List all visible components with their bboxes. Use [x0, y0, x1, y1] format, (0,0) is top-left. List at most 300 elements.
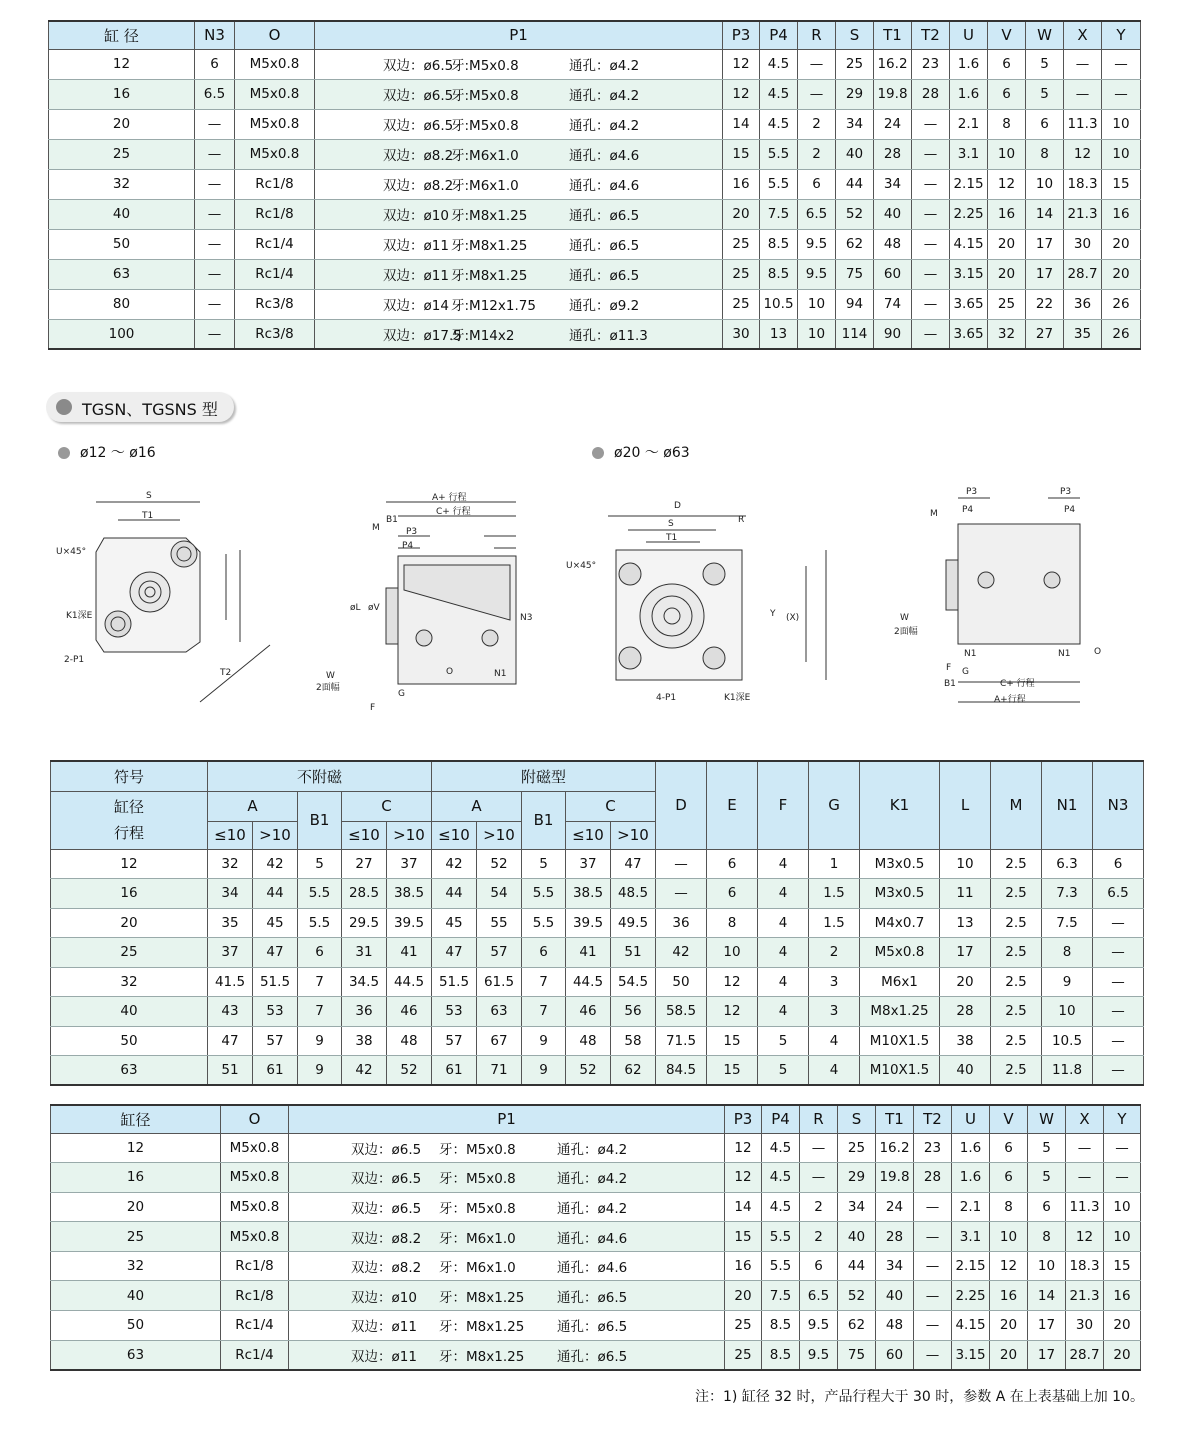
header-le10: ≤10: [566, 821, 611, 849]
cell: 10: [990, 1222, 1028, 1252]
cell: 10: [1104, 1192, 1141, 1222]
cell: —: [656, 879, 707, 909]
p1-double: 双边：ø8.2: [351, 1260, 422, 1277]
cell: 40: [836, 139, 874, 169]
cell: 8: [990, 1192, 1028, 1222]
cell: 37: [208, 938, 253, 968]
cell: 5: [1026, 79, 1064, 109]
cell: 10: [798, 289, 836, 319]
table-row: [51, 997, 1144, 1027]
cell: 5: [522, 849, 566, 879]
cell: 6: [988, 79, 1026, 109]
cell: 52: [477, 849, 522, 879]
cell: 12: [707, 997, 758, 1027]
cell: 30: [1064, 229, 1102, 259]
cell: —: [195, 259, 235, 289]
cell: 8: [707, 908, 758, 938]
p1-cell: [315, 139, 723, 169]
header-mag: 附磁型: [432, 761, 656, 791]
cell: 12: [723, 79, 760, 109]
p1-thread: 牙:M6x1.0: [451, 148, 519, 164]
table-row: [49, 79, 1141, 109]
header-cell: X: [1066, 1105, 1104, 1133]
cell: 4.5: [762, 1133, 800, 1163]
cell: 62: [836, 229, 874, 259]
header-b1-nonmag: B1: [298, 791, 342, 849]
cell: 47: [208, 1026, 253, 1056]
p1-thread: 牙：M5x0.8: [439, 1141, 516, 1158]
cell: 32: [208, 849, 253, 879]
cell: 16.2: [876, 1133, 914, 1163]
cell: 9.5: [800, 1311, 838, 1341]
table-row: [51, 1251, 1141, 1281]
cell: 25: [723, 229, 760, 259]
header-m: M: [991, 761, 1042, 849]
label-w-large: W: [900, 613, 909, 623]
cell: 2: [798, 139, 836, 169]
cell: 3: [809, 997, 860, 1027]
cell: 63: [51, 1056, 208, 1086]
cell: 27: [1026, 319, 1064, 349]
label-p3-l: P3: [966, 487, 978, 497]
cell: —: [912, 109, 950, 139]
header-gt10: >10: [387, 821, 432, 849]
header-cell: R: [800, 1105, 838, 1133]
p1-double: 双边：ø6.5: [351, 1171, 422, 1188]
cell: 14: [723, 109, 760, 139]
cell: 6: [522, 938, 566, 968]
cell: 17: [1026, 259, 1064, 289]
spec-table-2: [50, 760, 1144, 1086]
cell: 4: [758, 849, 809, 879]
p1-cell: [315, 169, 723, 199]
cell: 62: [611, 1056, 656, 1086]
cell: 2.5: [991, 938, 1042, 968]
label-phi-l: øL: [350, 603, 361, 613]
label-phi-v: øV: [368, 603, 380, 613]
section-badge: [46, 392, 234, 422]
spec-table-3: [50, 1104, 1141, 1371]
cell: 12: [725, 1133, 762, 1163]
cell: 9.5: [800, 1340, 838, 1370]
cell: —: [912, 199, 950, 229]
p1-cell: [289, 1163, 725, 1193]
cell: 36: [1064, 289, 1102, 319]
cell: 2.1: [952, 1192, 990, 1222]
cell: 4: [758, 938, 809, 968]
table-row: [51, 1056, 1144, 1086]
cell: 45: [432, 908, 477, 938]
cell: —: [195, 169, 235, 199]
cell: 7: [298, 967, 342, 997]
label-g: G: [398, 689, 405, 699]
header-g: G: [809, 761, 860, 849]
cell: 62: [838, 1311, 876, 1341]
cell: 55: [477, 908, 522, 938]
label-s: S: [146, 491, 152, 501]
cell: 17: [1026, 229, 1064, 259]
table-row: [51, 1340, 1141, 1370]
table-row: [51, 1311, 1141, 1341]
cell: 40: [49, 199, 195, 229]
cell: 14: [725, 1192, 762, 1222]
subtitle-small-bore: [58, 442, 156, 462]
bullet-dot: [56, 399, 72, 415]
label-p4-r: P4: [1064, 505, 1076, 515]
cell: —: [195, 289, 235, 319]
cell: 25: [723, 259, 760, 289]
cell: 20: [723, 199, 760, 229]
header-f: F: [758, 761, 809, 849]
p1-double: 双边：ø11: [351, 1319, 417, 1336]
cell: 40: [51, 997, 208, 1027]
cell: 8.5: [762, 1311, 800, 1341]
label-w: W: [326, 671, 335, 681]
header-cell: P4: [762, 1105, 800, 1133]
cell: 67: [477, 1026, 522, 1056]
cell: 15: [725, 1222, 762, 1252]
table-row: [51, 938, 1144, 968]
range-small-label: ø12 ～ ø16: [80, 445, 156, 461]
cell: 11.3: [1066, 1192, 1104, 1222]
cell: 25: [51, 1222, 221, 1252]
cell: —: [1064, 79, 1102, 109]
p1-double: 双边：ø8.2: [383, 148, 454, 164]
p1-double: 双边：ø11: [383, 268, 449, 284]
cell: 6: [990, 1163, 1028, 1193]
cell: 47: [432, 938, 477, 968]
table-row: [51, 967, 1144, 997]
cell: M5x0.8: [860, 938, 940, 968]
cell: Rc1/4: [235, 229, 315, 259]
cell: 6: [1028, 1192, 1066, 1222]
cell: 7.5: [1042, 908, 1093, 938]
p1-double: 双边：ø6.5: [383, 88, 454, 104]
bullet-dot: [58, 447, 70, 459]
cell: 7.5: [760, 199, 798, 229]
cell: 48.5: [611, 879, 656, 909]
header-a-nonmag: A: [208, 791, 298, 821]
label-m-large: M: [930, 509, 938, 519]
cell: 39.5: [566, 908, 611, 938]
cell: 5: [1028, 1133, 1066, 1163]
cell: 7: [522, 997, 566, 1027]
header-bore-stroke: [51, 791, 208, 849]
p1-cell: [289, 1251, 725, 1281]
cell: 2: [800, 1192, 838, 1222]
table-row: [49, 229, 1141, 259]
cell: 100: [49, 319, 195, 349]
cell: Rc1/4: [221, 1340, 289, 1370]
header-gt10: >10: [477, 821, 522, 849]
label-m: M: [372, 523, 380, 533]
cell: 9: [298, 1056, 342, 1086]
cell: 6: [1093, 849, 1144, 879]
cell: M6x1: [860, 967, 940, 997]
cell: 5.5: [760, 139, 798, 169]
cell: 25: [836, 49, 874, 79]
cell: 14: [1026, 199, 1064, 229]
cell: M8x1.25: [860, 997, 940, 1027]
p1-through: 通孔：ø11.3: [569, 327, 648, 344]
table-row: [51, 1163, 1141, 1193]
label-t1: T1: [142, 511, 154, 521]
label-t1-large: T1: [666, 533, 678, 543]
cell: 54: [477, 879, 522, 909]
cell: 34: [836, 109, 874, 139]
cell: —: [1093, 908, 1144, 938]
cell: 12: [49, 49, 195, 79]
cell: 44: [838, 1251, 876, 1281]
cell: 12: [990, 1251, 1028, 1281]
p1-thread: 牙:M5x0.8: [451, 58, 519, 74]
cell: 5.5: [760, 169, 798, 199]
cell: 41: [566, 938, 611, 968]
cell: 15: [707, 1026, 758, 1056]
header-cell: R: [798, 21, 836, 49]
cell: 35: [208, 908, 253, 938]
cell: 13: [760, 319, 798, 349]
header-cell: P1: [289, 1105, 725, 1133]
p1-through: 通孔：ø6.5: [569, 238, 640, 254]
header-cell: O: [235, 21, 315, 49]
cell: 50: [656, 967, 707, 997]
p1-through: 通孔：ø4.2: [569, 118, 640, 134]
cell: 1.6: [952, 1133, 990, 1163]
cell: 1.6: [950, 49, 988, 79]
cell: 22: [1026, 289, 1064, 319]
cell: 17: [940, 938, 991, 968]
cell: 24: [874, 109, 912, 139]
cell: 18.3: [1066, 1251, 1104, 1281]
cell: 44.5: [387, 967, 432, 997]
cell: 2.15: [950, 169, 988, 199]
cell: 60: [874, 259, 912, 289]
table-row: [49, 139, 1141, 169]
cell: —: [914, 1192, 952, 1222]
p1-double: 双边：ø14: [383, 298, 449, 314]
cell: —: [195, 139, 235, 169]
header-cell: Y: [1102, 21, 1141, 49]
cell: 53: [253, 997, 298, 1027]
cell: 5.5: [762, 1251, 800, 1281]
header-e: E: [707, 761, 758, 849]
p1-through: 通孔：ø6.5: [557, 1319, 628, 1336]
cell: 20: [1104, 1311, 1141, 1341]
label-r: R: [738, 515, 745, 525]
header-c-mag: C: [566, 791, 656, 821]
cell: 2.1: [950, 109, 988, 139]
cell: 20: [940, 967, 991, 997]
header-n3: N3: [1093, 761, 1144, 849]
cell: 20: [990, 1340, 1028, 1370]
cell: 15: [707, 1056, 758, 1086]
cell: 10: [988, 139, 1026, 169]
cell: —: [914, 1281, 952, 1311]
cell: Rc1/8: [221, 1281, 289, 1311]
cell: 4: [809, 1056, 860, 1086]
cell: 9: [522, 1056, 566, 1086]
cell: 9: [1042, 967, 1093, 997]
cell: 20: [49, 109, 195, 139]
front-view-small: [96, 502, 270, 702]
cell: 40: [51, 1281, 221, 1311]
header-cell: T1: [874, 21, 912, 49]
p1-through: 通孔：ø9.2: [569, 298, 640, 314]
cell: 34.5: [342, 967, 387, 997]
p1-cell: [315, 319, 723, 349]
header-gt10: >10: [253, 821, 298, 849]
cell: 25: [838, 1133, 876, 1163]
cell: —: [1093, 1026, 1144, 1056]
cell: 32: [51, 967, 208, 997]
cell: 42: [342, 1056, 387, 1086]
cell: —: [1093, 997, 1144, 1027]
cell: 80: [49, 289, 195, 319]
p1-thread: 牙：M8x1.25: [439, 1319, 525, 1336]
cell: 75: [838, 1340, 876, 1370]
p1-through: 通孔：ø4.6: [569, 178, 640, 194]
label-d: D: [674, 501, 681, 511]
cell: 51.5: [432, 967, 477, 997]
cell: 41: [387, 938, 432, 968]
p1-cell: [315, 49, 723, 79]
header-n1: N1: [1042, 761, 1093, 849]
cell: —: [1066, 1163, 1104, 1193]
cell: 48: [566, 1026, 611, 1056]
cell: 9.5: [798, 229, 836, 259]
cell: 2.5: [991, 1026, 1042, 1056]
p1-cell: [289, 1311, 725, 1341]
cell: 16.2: [874, 49, 912, 79]
p1-through: 通孔：ø6.5: [557, 1289, 628, 1306]
cell: 44: [432, 879, 477, 909]
p1-thread: 牙:M12x1.75: [451, 298, 536, 314]
cell: 10: [798, 319, 836, 349]
cell: 4.5: [762, 1192, 800, 1222]
cell: 25: [988, 289, 1026, 319]
cell: 6: [195, 49, 235, 79]
p1-through: 通孔：ø4.2: [557, 1141, 628, 1158]
table-row: [49, 49, 1141, 79]
cell: —: [912, 259, 950, 289]
cell: 41.5: [208, 967, 253, 997]
label-u45-large: U×45°: [566, 561, 597, 571]
cell: 28.7: [1064, 259, 1102, 289]
cell: 34: [876, 1251, 914, 1281]
cell: 57: [253, 1026, 298, 1056]
cell: 7: [522, 967, 566, 997]
label-o-large: O: [1094, 647, 1102, 657]
p1-cell: [315, 229, 723, 259]
cell: 61: [432, 1056, 477, 1086]
label-t2: T2: [220, 668, 232, 678]
cell: 84.5: [656, 1056, 707, 1086]
cell: 52: [387, 1056, 432, 1086]
cell: 4.5: [760, 79, 798, 109]
cell: —: [195, 319, 235, 349]
cell: 46: [566, 997, 611, 1027]
cell: —: [914, 1340, 952, 1370]
cell: 6: [990, 1133, 1028, 1163]
cell: 16: [51, 879, 208, 909]
cell: 10: [1104, 1222, 1141, 1252]
cell: —: [1093, 938, 1144, 968]
cell: 6.5: [800, 1281, 838, 1311]
cell: —: [912, 229, 950, 259]
header-k1: K1: [860, 761, 940, 849]
cell: M3x0.5: [860, 879, 940, 909]
header-cell: V: [990, 1105, 1028, 1133]
cell: 2.15: [952, 1251, 990, 1281]
cell: Rc1/4: [235, 259, 315, 289]
table-row: [49, 319, 1141, 349]
cell: 3.15: [952, 1340, 990, 1370]
cell: 10: [940, 849, 991, 879]
cell: 28: [914, 1163, 952, 1193]
table-row: [49, 259, 1141, 289]
cell: 1.5: [809, 908, 860, 938]
cell: 43: [208, 997, 253, 1027]
cell: 5: [298, 849, 342, 879]
cell: —: [1064, 49, 1102, 79]
cell: 42: [656, 938, 707, 968]
cell: 20: [1102, 259, 1141, 289]
p1-cell: [289, 1133, 725, 1163]
cell: 6: [298, 938, 342, 968]
cell: M10X1.5: [860, 1056, 940, 1086]
header-a-mag: A: [432, 791, 522, 821]
bullet-dot: [592, 447, 604, 459]
technical-drawings: [0, 470, 1200, 720]
p1-thread: 牙：M8x1.25: [439, 1289, 525, 1306]
header-cell: S: [838, 1105, 876, 1133]
label-c-stroke: C+ 行程: [436, 507, 471, 517]
cell: 6.5: [1093, 879, 1144, 909]
cell: 16: [723, 169, 760, 199]
cell: —: [914, 1311, 952, 1341]
cell: 2.25: [952, 1281, 990, 1311]
cell: 21.3: [1064, 199, 1102, 229]
cell: 3.65: [950, 289, 988, 319]
cell: 40: [940, 1056, 991, 1086]
cell: 16: [988, 199, 1026, 229]
p1-through: 通孔：ø4.2: [557, 1200, 628, 1217]
cell: 2: [809, 938, 860, 968]
header-d: D: [656, 761, 707, 849]
p1-thread: 牙:M8x1.25: [451, 238, 528, 254]
cell: 52: [566, 1056, 611, 1086]
cell: 5: [758, 1026, 809, 1056]
cell: 7.3: [1042, 879, 1093, 909]
cell: 2.5: [991, 908, 1042, 938]
header-stroke: 行程: [113, 824, 144, 842]
label-g-large: G: [962, 667, 969, 677]
cell: 35: [1064, 319, 1102, 349]
cell: 15: [1104, 1251, 1141, 1281]
cell: 4: [809, 1026, 860, 1056]
cell: M10X1.5: [860, 1026, 940, 1056]
cell: —: [1066, 1133, 1104, 1163]
label-two-face: 2面幅: [316, 683, 340, 693]
header-l: L: [940, 761, 991, 849]
p1-cell: [289, 1192, 725, 1222]
cell: 1: [809, 849, 860, 879]
header-gt10: >10: [611, 821, 656, 849]
cell: 40: [838, 1222, 876, 1252]
table-row: [51, 908, 1144, 938]
header-cell: V: [988, 21, 1026, 49]
